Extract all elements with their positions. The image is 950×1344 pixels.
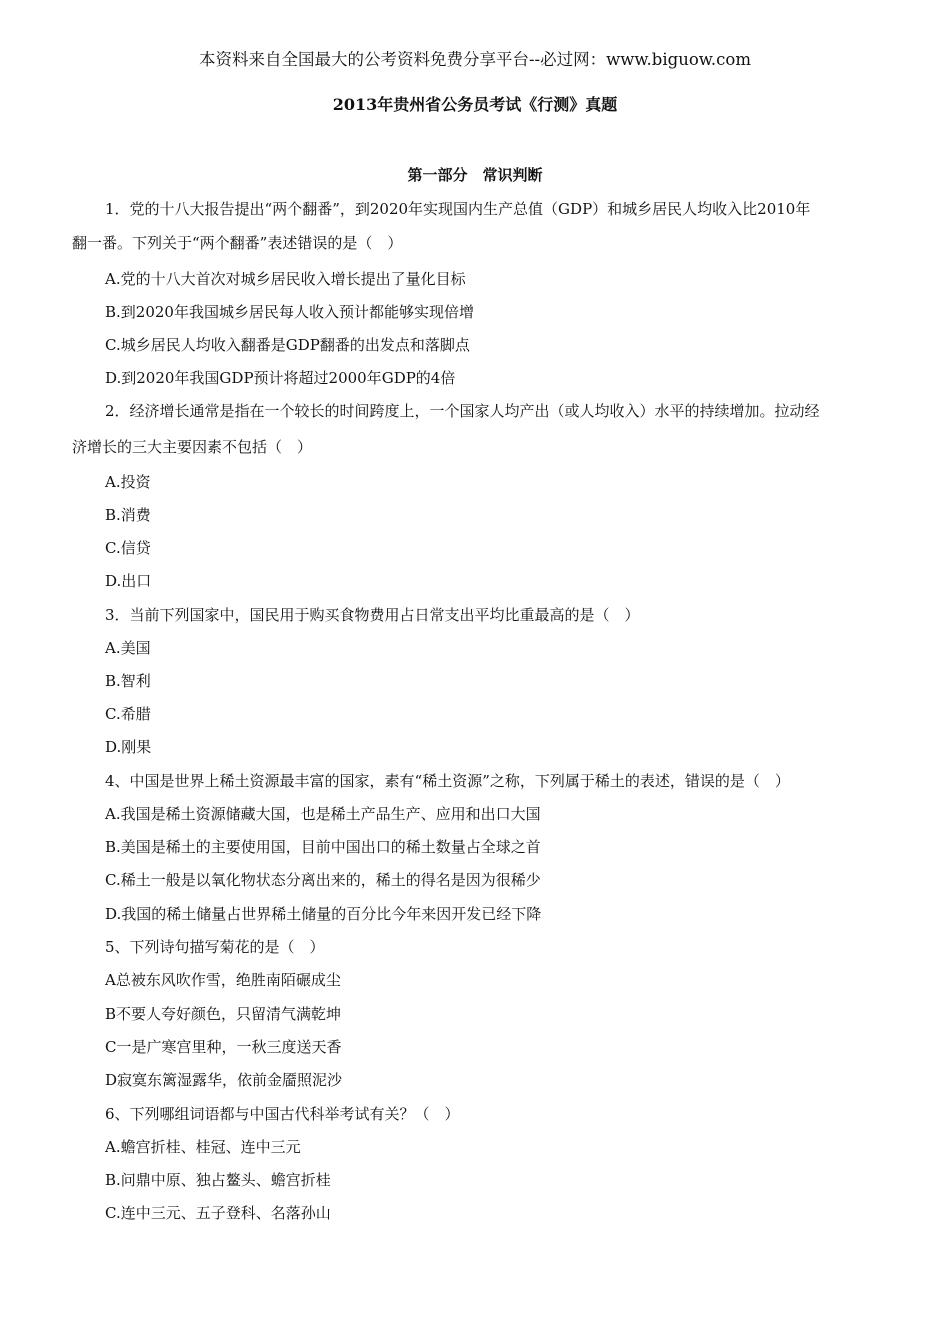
question-1-text: 1．党的十八大报告提出“两个翻番”，到2020年实现国内生产总值（GDP）和城乡居民人均收入比2010年	[105, 200, 811, 218]
option-4b: B.美国是稀土的主要使用国，目前中国出口的稀土数量占全球之首	[105, 838, 541, 856]
option-4d: D.我国的稀土储量占世界稀土储量的百分比今年来因开发已经下降	[105, 905, 542, 923]
question-2-text: 2．经济增长通常是指在一个较长的时间跨度上，一个国家人均产出（或人均收入）水平的持续增加。拉动经	[105, 402, 820, 420]
option-1a: A.党的十八大首次对城乡居民收入增长提出了量化目标	[105, 270, 466, 288]
option-3a: A.美国	[105, 639, 151, 657]
question-3-text: 3．当前下列国家中，国民用于购买食物费用占日常支出平均比重最高的是（ ）	[105, 606, 640, 624]
option-2a: A.投资	[105, 473, 151, 491]
question-2-text-cont: 济增长的三大主要因素不包括（ ）	[72, 438, 313, 456]
option-5d: D寂寞东篱湿露华，依前金靥照泥沙	[105, 1071, 343, 1089]
document-title: 2013年贵州省公务员考试《行测》真题	[332, 95, 618, 114]
option-3c: C.希腊	[105, 705, 151, 723]
option-6b: B.问鼎中原、独占鳌头、蟾宫折桂	[105, 1171, 331, 1189]
option-2d: D.出口	[105, 572, 152, 590]
option-1b: B.到2020年我国城乡居民每人收入预计都能够实现倍增	[105, 303, 474, 321]
option-2b: B.消费	[105, 506, 151, 524]
question-5-text: 5、下列诗句描写菊花的是（ ）	[105, 938, 325, 956]
option-5c: C一是广寒宫里种，一秋三度送天香	[105, 1038, 342, 1056]
question-4-text: 4、中国是世界上稀土资源最丰富的国家，素有“稀土资源”之称，下列属于稀土的表述，错误的是（ ）	[105, 772, 790, 790]
question-6-text: 6、下列哪组词语都与中国古代科举考试有关？（ ）	[105, 1105, 460, 1123]
option-6c: C.连中三元、五子登科、名落孙山	[105, 1204, 331, 1222]
option-6a: A.蟾宫折桂、桂冠、连中三元	[105, 1138, 301, 1156]
option-3b: B.智利	[105, 672, 151, 690]
option-5b: B不要人夸好颜色，只留清气满乾坤	[105, 1005, 342, 1023]
option-1d: D.到2020年我国GDP预计将超过2000年GDP的4倍	[105, 369, 456, 387]
option-5a: A总被东风吹作雪，绝胜南陌碾成尘	[105, 971, 341, 989]
option-3d: D.刚果	[105, 738, 152, 756]
option-1c: C.城乡居民人均收入翻番是GDP翻番的出发点和落脚点	[105, 336, 470, 354]
option-2c: C.信贷	[105, 539, 151, 557]
option-4c: C.稀土一般是以氧化物状态分离出来的，稀土的得名是因为很稀少	[105, 871, 541, 889]
option-4a: A.我国是稀土资源储藏大国，也是稀土产品生产、应用和出口大国	[105, 805, 541, 823]
question-1-text-cont: 翻一番。下列关于“两个翻番”表述错误的是（ ）	[72, 234, 403, 252]
section-title: 第一部分 常识判断	[407, 166, 543, 184]
page-header: 本资料来自全国最大的公考资料免费分享平台--必过网：www.biguow.com	[198, 50, 751, 69]
